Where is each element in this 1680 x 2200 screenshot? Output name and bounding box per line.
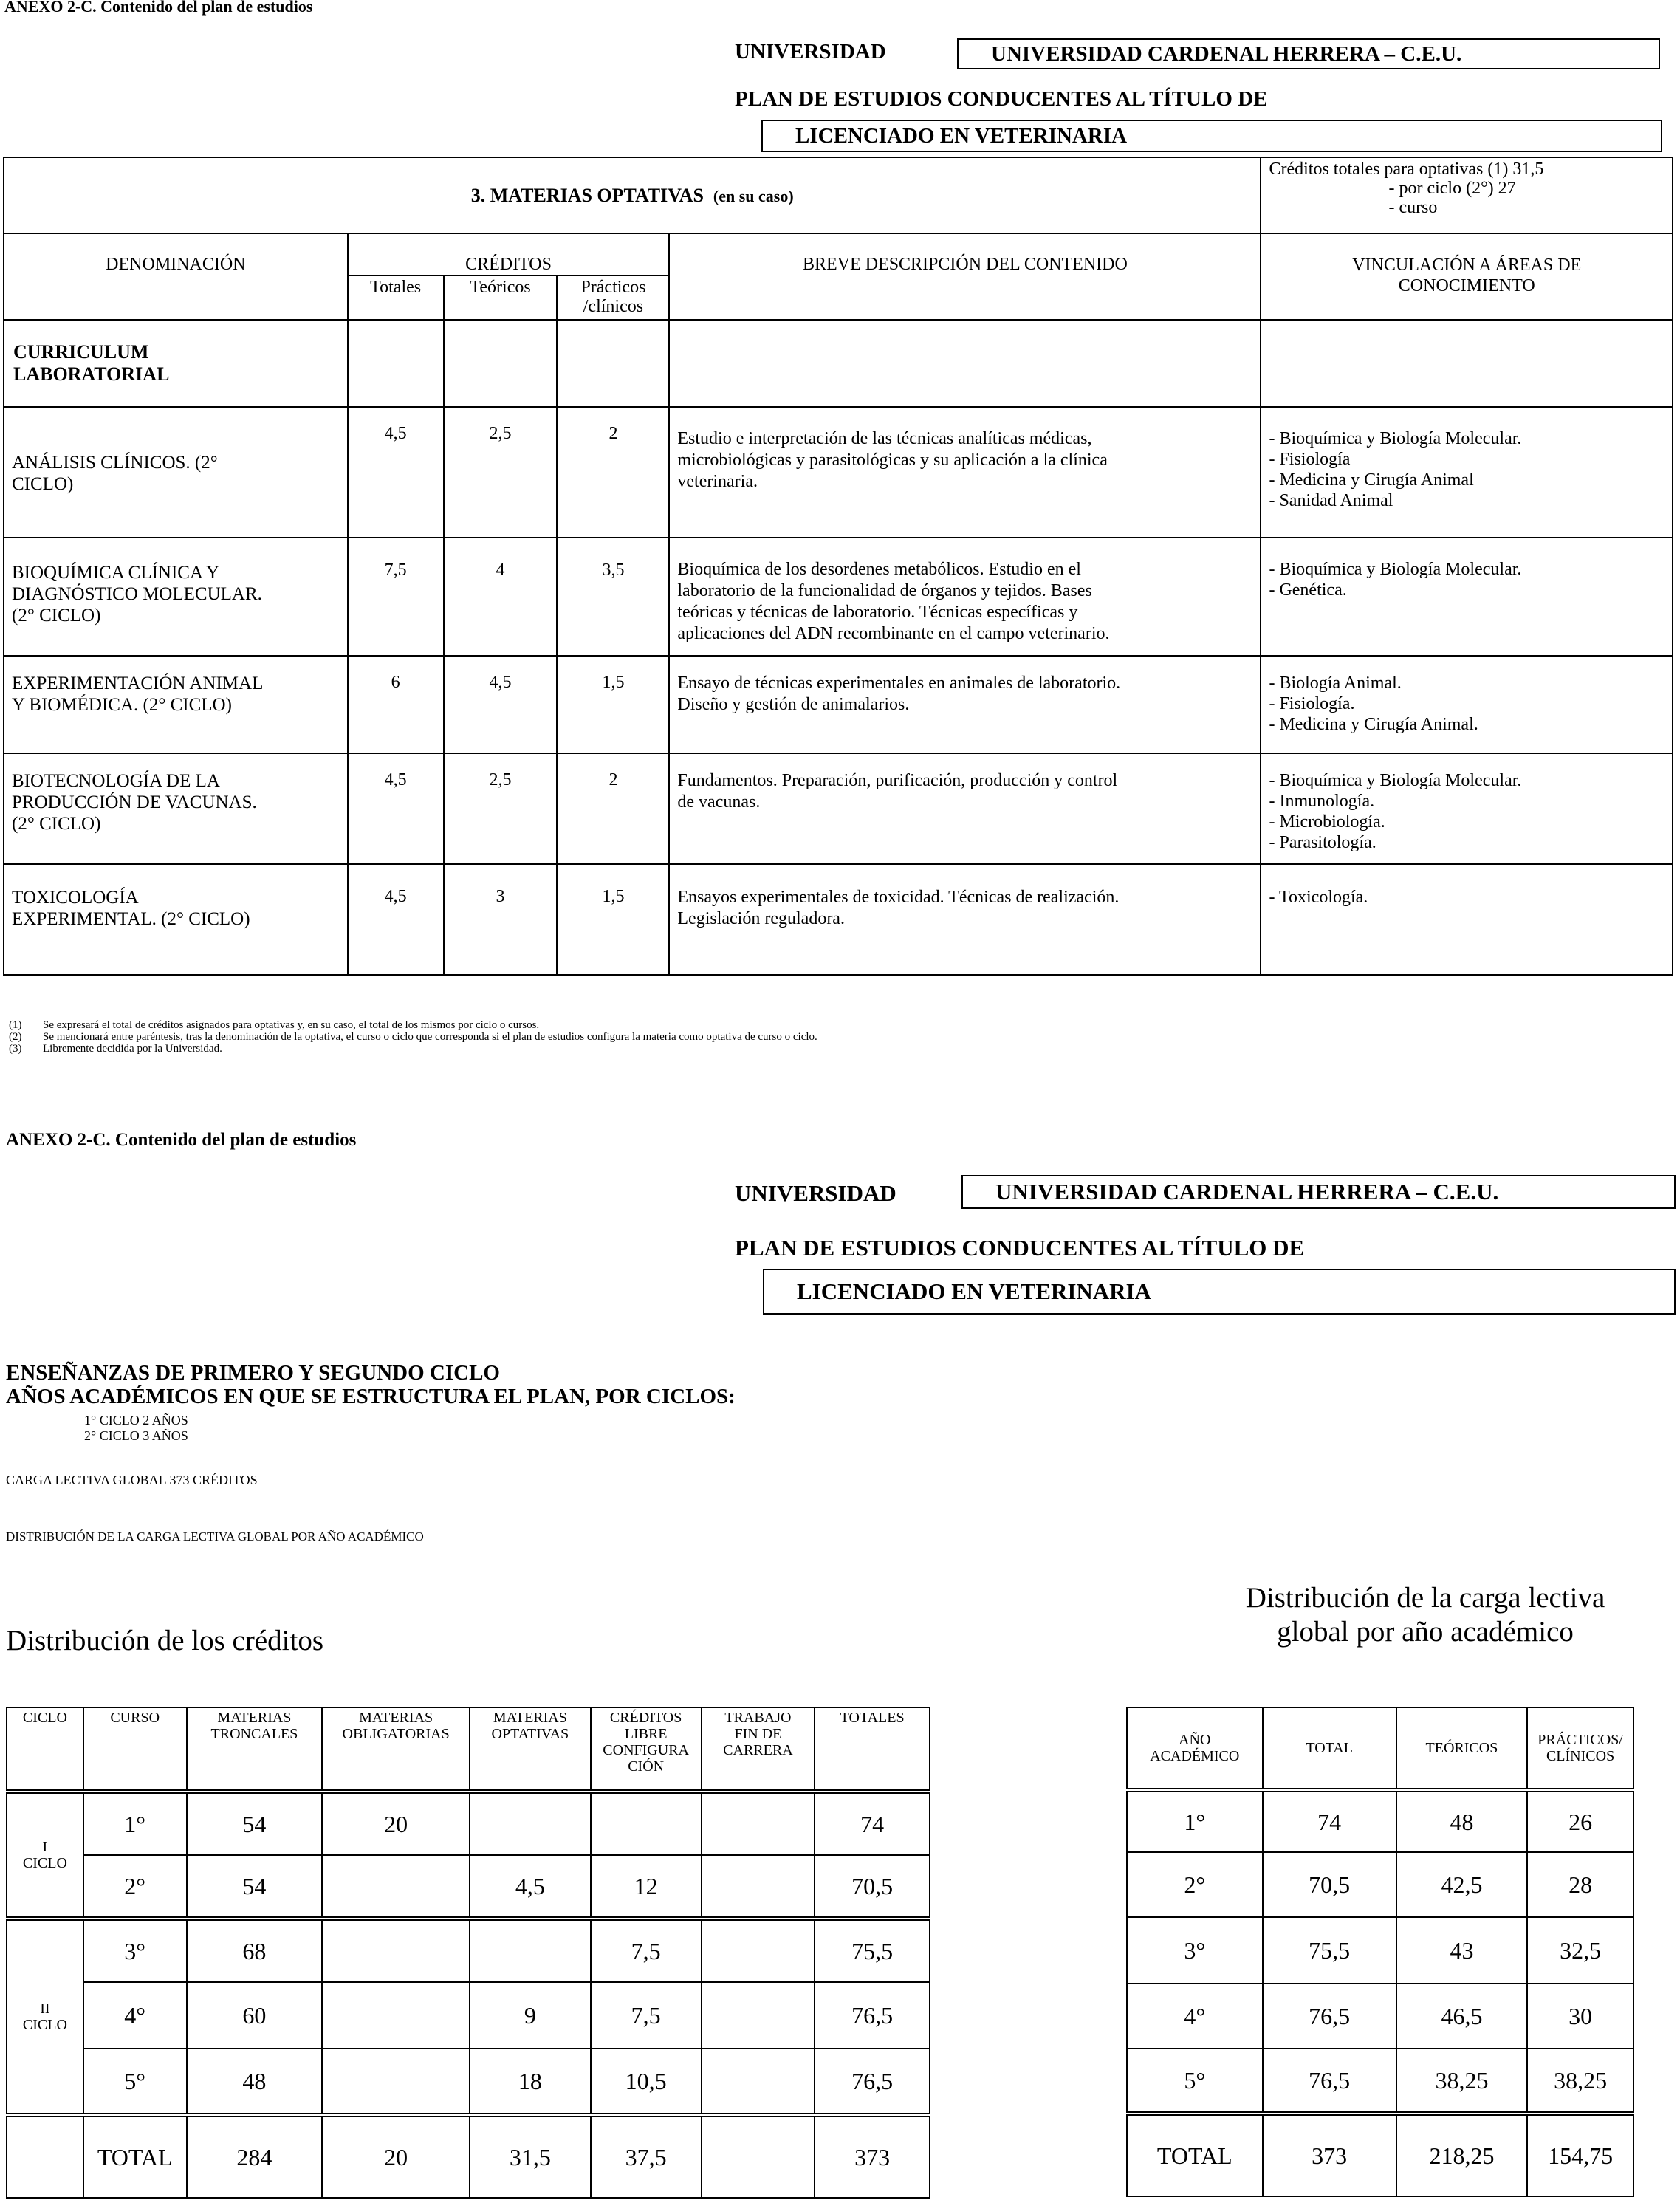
credits-theory: 2,5 — [444, 753, 558, 864]
curso-cell: 4° — [83, 1982, 187, 2049]
col-curso: CURSO — [83, 1707, 187, 1792]
plan-label-2: PLAN DE ESTUDIOS CONDUCENTES AL TÍTULO DE — [735, 1235, 1305, 1261]
trabajo-cell — [702, 2049, 815, 2115]
header-totales: Totales — [348, 275, 444, 320]
subject-description: Ensayos experimentales de toxicidad. Técnicas de realización. Legislación reguladora. — [669, 864, 1261, 975]
header-vinculacion: VINCULACIÓN A ÁREAS DE CONOCIMIENTO — [1261, 233, 1673, 320]
subject-areas: - Bioquímica y Biología Molecular. - Inmunología. - Microbiología. - Parasitología. — [1261, 753, 1673, 864]
ano-cell: 5° — [1127, 2049, 1263, 2114]
subject-name: BIOTECNOLOGÍA DE LA PRODUCCIÓN DE VACUNAS. (2° CICLO) — [4, 753, 348, 864]
troncales-cell: 54 — [187, 1792, 323, 1855]
credits-theory: 4,5 — [444, 656, 558, 753]
table-row — [1127, 1852, 1633, 1917]
subject-description: Bioquímica de los desordenes metabólicos. Estudio en el laboratorio de la funcionalidad de órganos y tejidos. Bases teóricas y técnicas de laboratorio. Técnicas específicas y aplicaciones del ADN recombinante en el campo veterinario. — [669, 538, 1261, 656]
col-ciclo: CICLO — [7, 1707, 83, 1792]
total-cell: 76,5 — [1263, 1984, 1396, 2049]
libre-cell — [591, 1792, 702, 1855]
optativas-cell: 18 — [470, 2049, 591, 2115]
header-practicos: Prácticos /clínicos — [557, 275, 669, 320]
credits-practical: 1,5 — [557, 656, 669, 753]
col-total: TOTAL — [1263, 1707, 1396, 1790]
ano-cell: 1° — [1127, 1790, 1263, 1852]
distribution-label: DISTRIBUCIÓN DE LA CARGA LECTIVA GLOBAL POR AÑO ACADÉMICO — [6, 1529, 424, 1543]
credits-theory: 4 — [444, 538, 558, 656]
subject-description: Estudio e interpretación de las técnicas analíticas médicas, microbiológicas y parasitológicas y su aplicación a la clínica veterinaria. — [669, 407, 1261, 538]
ano-cell: 3° — [1127, 1917, 1263, 1984]
total-row — [1127, 2114, 1633, 2196]
table-row — [1127, 1984, 1633, 2049]
subject-areas: - Toxicología. — [1261, 864, 1673, 975]
load-distribution-title: Distribución de la carga lectiva global por año académico — [1245, 1582, 1605, 1648]
libre-cell: 12 — [591, 1855, 702, 1919]
total-label: TOTAL — [1127, 2114, 1263, 2196]
cycles-years: 1° CICLO 2 AÑOS 2° CICLO 3 AÑOS — [84, 1413, 188, 1443]
optativas-cell — [470, 1792, 591, 1855]
practicos-cell: 28 — [1527, 1852, 1633, 1917]
subject-description: Ensayo de técnicas experimentales en animales de laboratorio. Diseño y gestión de animalarios. — [669, 656, 1261, 753]
practicos-cell: 32,5 — [1527, 1917, 1633, 1984]
credits-theory: 2,5 — [444, 407, 558, 538]
troncales-total: 284 — [187, 2115, 323, 2198]
global-load: CARGA LECTIVA GLOBAL 373 CRÉDITOS — [6, 1473, 258, 1487]
ano-cell: 4° — [1127, 1984, 1263, 2049]
optativas-title: 3. MATERIAS OPTATIVAS (en su caso) — [4, 157, 1261, 233]
curso-cell: 2° — [83, 1855, 187, 1919]
troncales-cell: 48 — [187, 2049, 323, 2115]
credits-practical: 1,5 — [557, 864, 669, 975]
degree-title-box-1: LICENCIADO EN VETERINARIA — [761, 120, 1662, 152]
credits-practical: 3,5 — [557, 538, 669, 656]
credits-total: 4,5 — [348, 864, 444, 975]
table-row — [7, 1919, 930, 1982]
col-optativas: MATERIAS OPTATIVAS — [470, 1707, 591, 1792]
subject-name: ANÁLISIS CLÍNICOS. (2° CICLO) — [4, 407, 348, 538]
optativas-table — [3, 157, 1673, 976]
footnote: (2) Se mencionará entre paréntesis, tras la denominación de la optativa, el curso o ciclo que corresponda si el plan de estudios configura la materia como optativa de curso o ciclo. — [9, 1031, 817, 1043]
totales-cell: 76,5 — [815, 2049, 930, 2115]
libre-cell: 7,5 — [591, 1919, 702, 1982]
ciclo-i: I CICLO — [7, 1792, 83, 1919]
group-label: CURRICULUM LABORATORIAL — [4, 320, 348, 407]
subject-areas: - Biología Animal. - Fisiología. - Medicina y Cirugía Animal. — [1261, 656, 1673, 753]
header-creditos: CRÉDITOS — [348, 233, 670, 275]
annex-title-1: ANEXO 2-C. Contenido del plan de estudios — [4, 0, 313, 16]
ciclo-ii: II CICLO — [7, 1919, 83, 2115]
table-row — [7, 1982, 930, 2049]
subject-areas: - Bioquímica y Biología Molecular. - Genética. — [1261, 538, 1673, 656]
obligatorias-cell — [322, 1855, 470, 1919]
subject-description: Fundamentos. Preparación, purificación, producción y control de vacunas. — [669, 753, 1261, 864]
teoricos-cell: 42,5 — [1396, 1852, 1527, 1917]
trabajo-cell — [702, 1919, 815, 1982]
table-row — [1127, 1790, 1633, 1852]
total-cell: 70,5 — [1263, 1852, 1396, 1917]
credit-info: Créditos totales para optativas (1) 31,5 - por ciclo (2°) 27 - curso — [1261, 157, 1673, 233]
table-row — [4, 753, 1673, 864]
annex-title-2: ANEXO 2-C. Contenido del plan de estudios — [6, 1130, 357, 1150]
totales-cell: 76,5 — [815, 1982, 930, 2049]
trabajo-cell — [702, 1855, 815, 1919]
col-totales: TOTALES — [815, 1707, 930, 1792]
subject-name: BIOQUÍMICA CLÍNICA Y DIAGNÓSTICO MOLECULAR. (2° CICLO) — [4, 538, 348, 656]
col-ano: AÑO ACADÉMICO — [1127, 1707, 1263, 1790]
troncales-cell: 60 — [187, 1982, 323, 2049]
table-row — [1127, 1917, 1633, 1984]
totales-cell: 70,5 — [815, 1855, 930, 1919]
degree-title-box-2: LICENCIADO EN VETERINARIA — [763, 1269, 1676, 1315]
teaching-cycles-heading: ENSEÑANZAS DE PRIMERO Y SEGUNDO CICLO AÑOS ACADÉMICOS EN QUE SE ESTRUCTURA EL PLAN, POR CICLOS: — [6, 1361, 736, 1408]
totales-cell: 74 — [815, 1792, 930, 1855]
curso-cell: 1° — [83, 1792, 187, 1855]
header-denominacion: DENOMINACIÓN — [4, 233, 348, 320]
university-name-box-2: UNIVERSIDAD CARDENAL HERRERA – C.E.U. — [961, 1175, 1676, 1209]
subject-name: TOXICOLOGÍA EXPERIMENTAL. (2° CICLO) — [4, 864, 348, 975]
col-obligatorias: MATERIAS OBLIGATORIAS — [322, 1707, 470, 1792]
troncales-cell: 68 — [187, 1919, 323, 1982]
plan-label-1: PLAN DE ESTUDIOS CONDUCENTES AL TÍTULO DE — [735, 87, 1268, 111]
ano-cell: 2° — [1127, 1852, 1263, 1917]
table-row — [4, 656, 1673, 753]
footnotes — [9, 1019, 817, 1055]
total-cell: 74 — [1263, 1790, 1396, 1852]
totales-total: 373 — [815, 2115, 930, 2198]
curso-cell: 5° — [83, 2049, 187, 2115]
credits-theory: 3 — [444, 864, 558, 975]
trabajo-total — [702, 2115, 815, 2198]
optativas-cell: 4,5 — [470, 1855, 591, 1919]
table-row — [4, 407, 1673, 538]
credits-total: 6 — [348, 656, 444, 753]
table-row — [4, 538, 1673, 656]
teoricos-total: 218,25 — [1396, 2114, 1527, 2196]
col-troncales: MATERIAS TRONCALES — [187, 1707, 323, 1792]
load-distribution-table — [1126, 1707, 1634, 2197]
col-practicos: PRÁCTICOS/ CLÍNICOS — [1527, 1707, 1633, 1790]
credits-practical: 2 — [557, 407, 669, 538]
credits-total: 4,5 — [348, 407, 444, 538]
teoricos-cell: 38,25 — [1396, 2049, 1527, 2114]
optativas-cell: 9 — [470, 1982, 591, 2049]
libre-cell: 10,5 — [591, 2049, 702, 2115]
practicos-total: 154,75 — [1527, 2114, 1633, 2196]
credits-total: 4,5 — [348, 753, 444, 864]
subject-name: EXPERIMENTACIÓN ANIMAL Y BIOMÉDICA. (2° CICLO) — [4, 656, 348, 753]
libre-cell: 7,5 — [591, 1982, 702, 2049]
subject-areas: - Bioquímica y Biología Molecular. - Fisiología - Medicina y Cirugía Animal - Sanidad Animal — [1261, 407, 1673, 538]
table-row — [7, 1792, 930, 1855]
table-row — [7, 1855, 930, 1919]
table-row — [7, 2049, 930, 2115]
university-label-1: UNIVERSIDAD — [735, 40, 886, 64]
header-teoricos: Teóricos — [444, 275, 558, 320]
col-libre: CRÉDITOS LIBRE CONFIGURA CIÓN — [591, 1707, 702, 1792]
total-total: 373 — [1263, 2114, 1396, 2196]
teoricos-cell: 46,5 — [1396, 1984, 1527, 2049]
col-trabajo: TRABAJO FIN DE CARRERA — [702, 1707, 815, 1792]
credits-distribution-table — [6, 1707, 930, 2199]
teoricos-cell: 48 — [1396, 1790, 1527, 1852]
optativas-total: 31,5 — [470, 2115, 591, 2198]
obligatorias-cell: 20 — [322, 1792, 470, 1855]
header-descripcion: BREVE DESCRIPCIÓN DEL CONTENIDO — [669, 233, 1261, 320]
total-cell: 76,5 — [1263, 2049, 1396, 2114]
obligatorias-cell — [322, 1919, 470, 1982]
troncales-cell: 54 — [187, 1855, 323, 1919]
obligatorias-cell — [322, 2049, 470, 2115]
table-row — [1127, 2049, 1633, 2114]
footnote: (3) Libremente decidida por la Universidad. — [9, 1043, 222, 1055]
total-row — [7, 2115, 930, 2198]
credits-practical: 2 — [557, 753, 669, 864]
obligatorias-total: 20 — [322, 2115, 470, 2198]
practicos-cell: 30 — [1527, 1984, 1633, 2049]
libre-total: 37,5 — [591, 2115, 702, 2198]
total-cell: 75,5 — [1263, 1917, 1396, 1984]
total-label: TOTAL — [83, 2115, 187, 2198]
trabajo-cell — [702, 1982, 815, 2049]
col-teoricos: TEÓRICOS — [1396, 1707, 1527, 1790]
table-row — [4, 864, 1673, 975]
optativas-cell — [470, 1919, 591, 1982]
totales-cell: 75,5 — [815, 1919, 930, 1982]
university-label-2: UNIVERSIDAD — [735, 1180, 896, 1206]
credits-total: 7,5 — [348, 538, 444, 656]
curso-cell: 3° — [83, 1919, 187, 1982]
obligatorias-cell — [322, 1982, 470, 2049]
practicos-cell: 38,25 — [1527, 2049, 1633, 2114]
credits-distribution-title: Distribución de los créditos — [6, 1625, 324, 1656]
trabajo-cell — [702, 1792, 815, 1855]
teoricos-cell: 43 — [1396, 1917, 1527, 1984]
footnote: (1) Se expresará el total de créditos asignados para optativas y, en su caso, el total de los mismos por ciclo o cursos. — [9, 1019, 540, 1031]
practicos-cell: 26 — [1527, 1790, 1633, 1852]
university-name-box-1: UNIVERSIDAD CARDENAL HERRERA – C.E.U. — [957, 38, 1660, 69]
